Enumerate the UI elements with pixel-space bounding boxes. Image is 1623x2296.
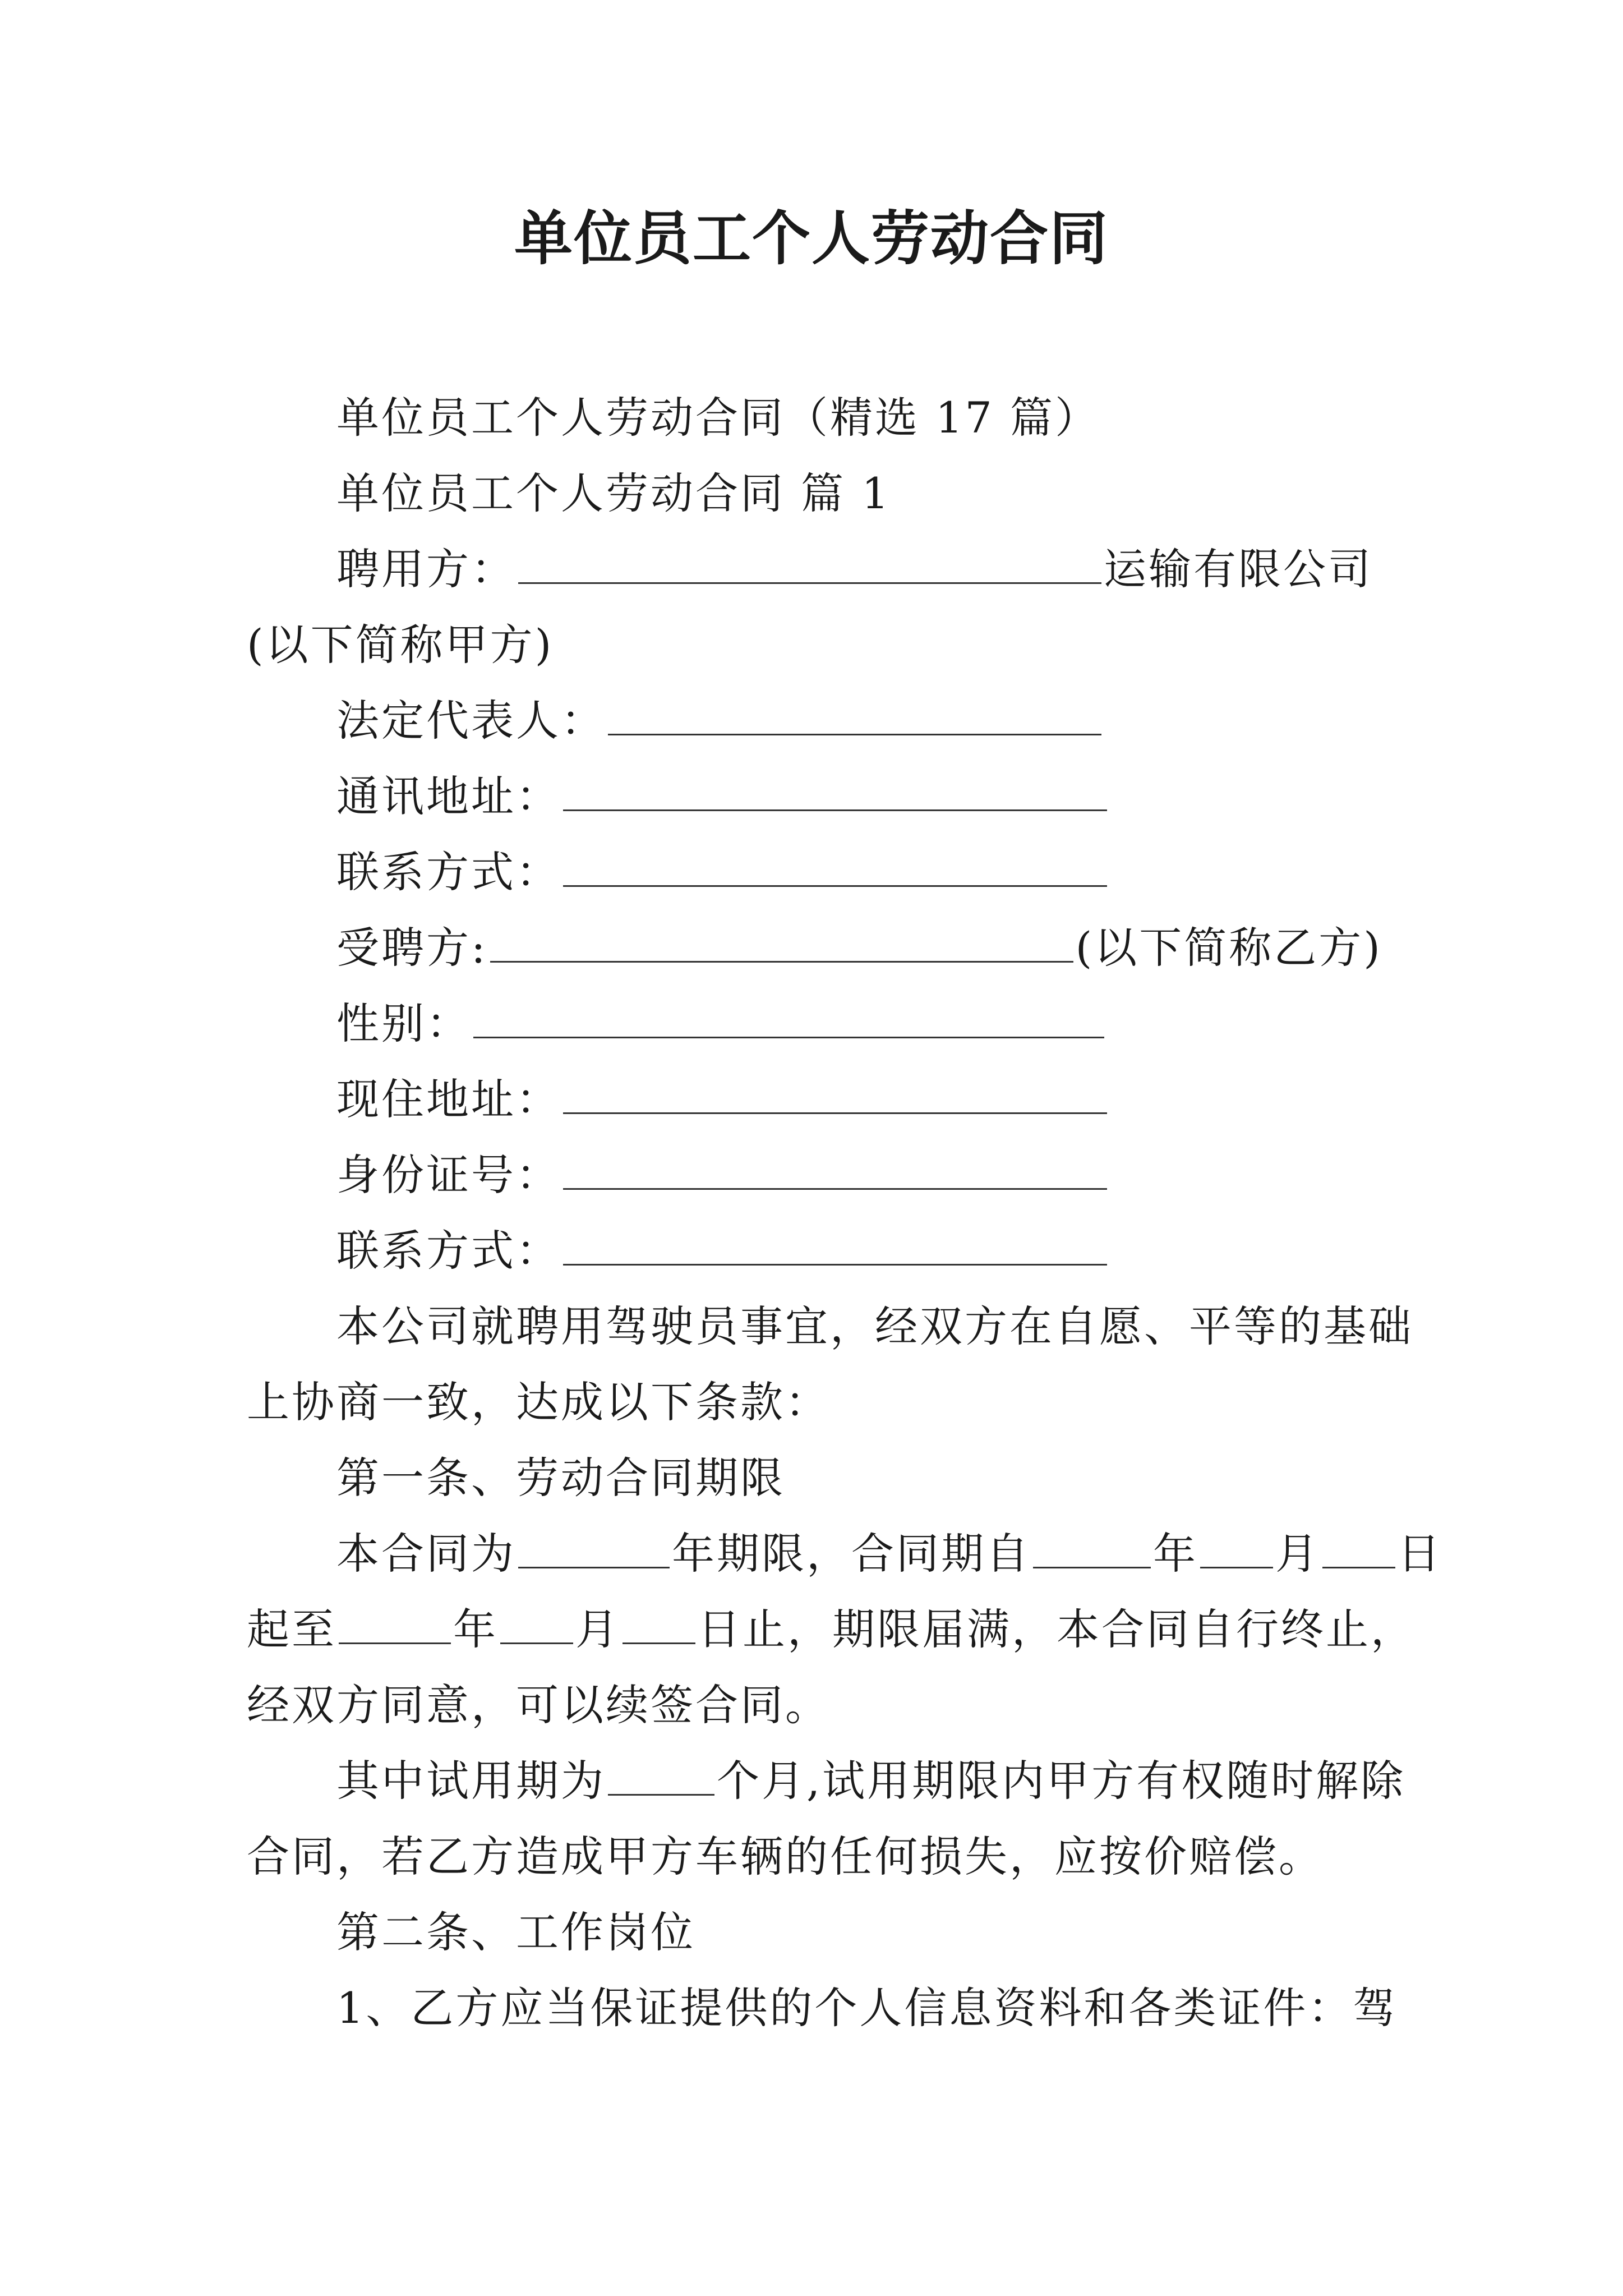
legal-rep-row bbox=[336, 693, 1104, 749]
term-text: 月 bbox=[1275, 1529, 1320, 1579]
term-text: 起至 bbox=[247, 1604, 336, 1654]
probation-months-blank bbox=[608, 1755, 714, 1796]
document-title: 单位员工个人劳动合同 bbox=[514, 204, 1109, 273]
employer-row bbox=[336, 541, 1373, 597]
gender-label: 性别： bbox=[336, 999, 471, 1048]
employer-label: 聘用方： bbox=[336, 544, 516, 594]
term-text: 日 bbox=[1398, 1529, 1442, 1579]
contact-label-1: 联系方式： bbox=[336, 847, 561, 897]
current-address-blank bbox=[563, 1073, 1107, 1114]
term-text: 年 bbox=[1153, 1529, 1198, 1579]
employer-suffix: 运输有限公司 bbox=[1104, 544, 1373, 594]
contact-row-1 bbox=[336, 844, 1109, 900]
term-line-1 bbox=[336, 1526, 1442, 1582]
employee-label: 受聘方: bbox=[336, 923, 488, 973]
gender-row bbox=[336, 996, 1106, 1052]
end-day-blank bbox=[623, 1603, 695, 1644]
probation-text: 其中试用期为 bbox=[336, 1756, 606, 1806]
end-month-blank bbox=[500, 1603, 573, 1644]
term-text: 年 bbox=[453, 1604, 498, 1654]
clause-1-line: 1、乙方应当保证提供的个人信息资料和各类证件：驾 bbox=[336, 1983, 1398, 2033]
end-year-blank bbox=[339, 1603, 451, 1644]
intro-line-2: 上协商一致，达成以下条款： bbox=[247, 1377, 830, 1427]
gender-blank bbox=[473, 997, 1104, 1038]
id-number-label: 身份证号： bbox=[336, 1150, 561, 1200]
contact-row-2 bbox=[336, 1223, 1109, 1279]
start-month-blank bbox=[1200, 1527, 1273, 1568]
id-number-row bbox=[336, 1147, 1109, 1203]
contact-label-2: 联系方式： bbox=[336, 1226, 561, 1276]
probation-text: 个月,试用期限内甲方有权随时解除 bbox=[717, 1756, 1406, 1806]
term-text: 本合同为 bbox=[336, 1529, 516, 1579]
address-blank bbox=[563, 770, 1107, 811]
article2-heading: 第二条、工作岗位 bbox=[336, 1907, 695, 1957]
employee-alias: (以下简称乙方) bbox=[1075, 923, 1382, 973]
term-text: 年期限，合同期自 bbox=[672, 1529, 1031, 1579]
employee-row bbox=[336, 920, 1382, 976]
intro-line-1: 本公司就聘用驾驶员事宜，经双方在自愿、平等的基础 bbox=[336, 1301, 1413, 1351]
employer-blank bbox=[518, 543, 1101, 584]
term-text: 日止，期限届满，本合同自行终止， bbox=[698, 1604, 1415, 1654]
probation-line-2: 合同，若乙方造成甲方车辆的任何损失，应按价赔偿。 bbox=[247, 1832, 1324, 1881]
contact-blank-2 bbox=[563, 1225, 1107, 1266]
legal-rep-label: 法定代表人： bbox=[336, 696, 606, 746]
current-address-row bbox=[336, 1071, 1109, 1128]
address-row bbox=[336, 769, 1109, 825]
employee-blank bbox=[490, 922, 1073, 963]
address-label: 通讯地址： bbox=[336, 771, 561, 821]
start-day-blank bbox=[1322, 1527, 1395, 1568]
employer-alias: (以下简称甲方) bbox=[247, 620, 554, 670]
subtitle: 单位员工个人劳动合同（精选 17 篇） bbox=[336, 393, 1100, 443]
term-line-2 bbox=[247, 1602, 1415, 1658]
contact-blank-1 bbox=[563, 846, 1107, 887]
legal-rep-blank bbox=[608, 694, 1101, 735]
term-years-blank bbox=[518, 1527, 670, 1568]
start-year-blank bbox=[1033, 1527, 1151, 1568]
section-heading: 单位员工个人劳动合同 篇 1 bbox=[336, 468, 891, 518]
probation-line-1 bbox=[336, 1753, 1405, 1809]
id-number-blank bbox=[563, 1149, 1107, 1190]
article1-heading: 第一条、劳动合同期限 bbox=[336, 1453, 785, 1503]
term-text: 月 bbox=[575, 1604, 620, 1654]
term-line-3: 经双方同意，可以续签合同。 bbox=[247, 1680, 830, 1730]
current-address-label: 现住地址： bbox=[336, 1074, 561, 1124]
